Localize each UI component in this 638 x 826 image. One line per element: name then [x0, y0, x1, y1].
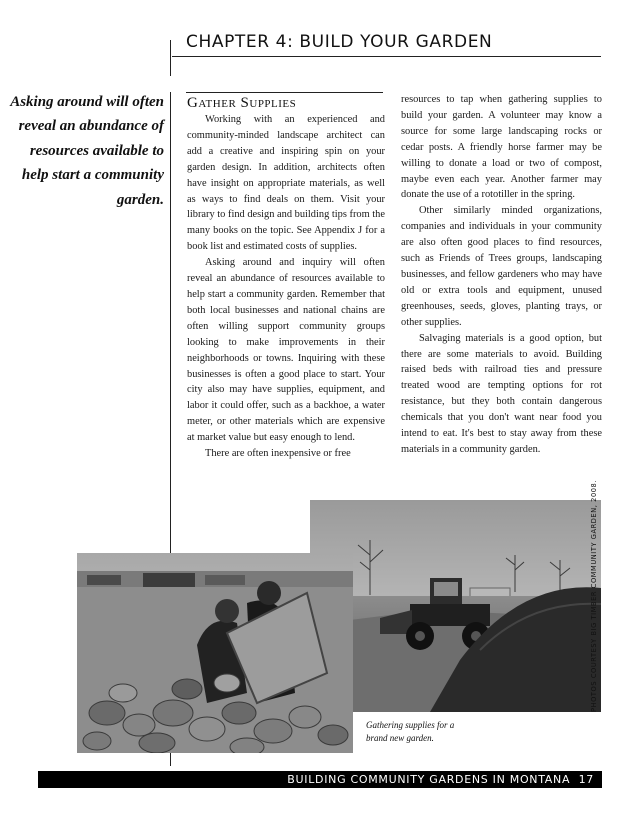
footer-running-title — [287, 773, 594, 786]
photo-credit: PHOTOS COURTESY BIG TIMBER COMMUNITY GARDEN, 2008. — [590, 479, 598, 712]
paragraph: Working with an experienced and community-minded landscape architect can add a creative and inspiring spin on your garden design. In addition, architects often have insight on appropriate materials, as well as ways to find deals on them. Visit your library to find design and building tips from the many books on the topic. See Appendix J for a book list and estimated costs of supplies. — [187, 114, 385, 253]
paragraph: Other similarly minded organizations, companies and individuals in your community are also often good places to find resources, such as Friends of Trees groups, landscaping businesses, and fellow gardeners who may have old or extra tools and equipment, unused greenhouses, seeds, gloves, planting trays, or other supplies. — [401, 205, 602, 328]
margin-rule-middle — [170, 92, 171, 566]
header-rule — [172, 56, 601, 57]
paragraph: Salvaging materials is a good option, but there are some materials to avoid. Building raised beds with railroad ties and pressure treated wood are tempting options for rot resistance, but they both contain dangerous chemicals that you don't want near food you intend to eat. It's best to stay away from these materials in a community garden. — [401, 332, 602, 455]
pull-quote: Asking around will often reveal an abundance of resources available to help start a community garden. — [10, 94, 164, 208]
photo-loader-dirt-pile — [310, 500, 601, 712]
footer-book-title: BUILDING COMMUNITY GARDENS IN MONTANA — [287, 773, 571, 786]
paragraph: Asking around and inquiry will often reveal an abundance of resources available to help start a community garden. Remember that both local businesses and national chains are often willing support community groups looking to make improvements in their neighborhoods or towns. Inquiring with these businesses is often a good place to start. Your city also may have supplies, equipment, and labor it could offer, such as a backhoe, a water meter, or other materials which are expensive at market value but easy enough to lend. — [187, 257, 385, 444]
paragraph: resources to tap when gathering supplies to build your garden. A volunteer may know a source for some large landscaping rocks or cedar posts. A friendly horse farmer may be willing to donate a load or two of compost, maybe even each year. Another farmer may donate the use of a rototiller in the spring. — [401, 94, 602, 201]
page-number: 17 — [578, 773, 594, 786]
section-rule — [186, 92, 383, 93]
chapter-title: CHAPTER 4: BUILD YOUR GARDEN — [186, 32, 493, 52]
margin-rule-bottom — [170, 752, 171, 766]
paragraph: There are often inexpensive or free — [205, 448, 351, 460]
margin-rule-top — [170, 40, 171, 76]
photo-rocks-wheelbarrow — [77, 553, 353, 753]
photo-caption: Gathering supplies for a brand new garden. — [366, 720, 455, 743]
text-column-left — [187, 112, 385, 462]
section-title: Gather Supplies — [187, 95, 297, 111]
text-column-right — [401, 92, 602, 458]
